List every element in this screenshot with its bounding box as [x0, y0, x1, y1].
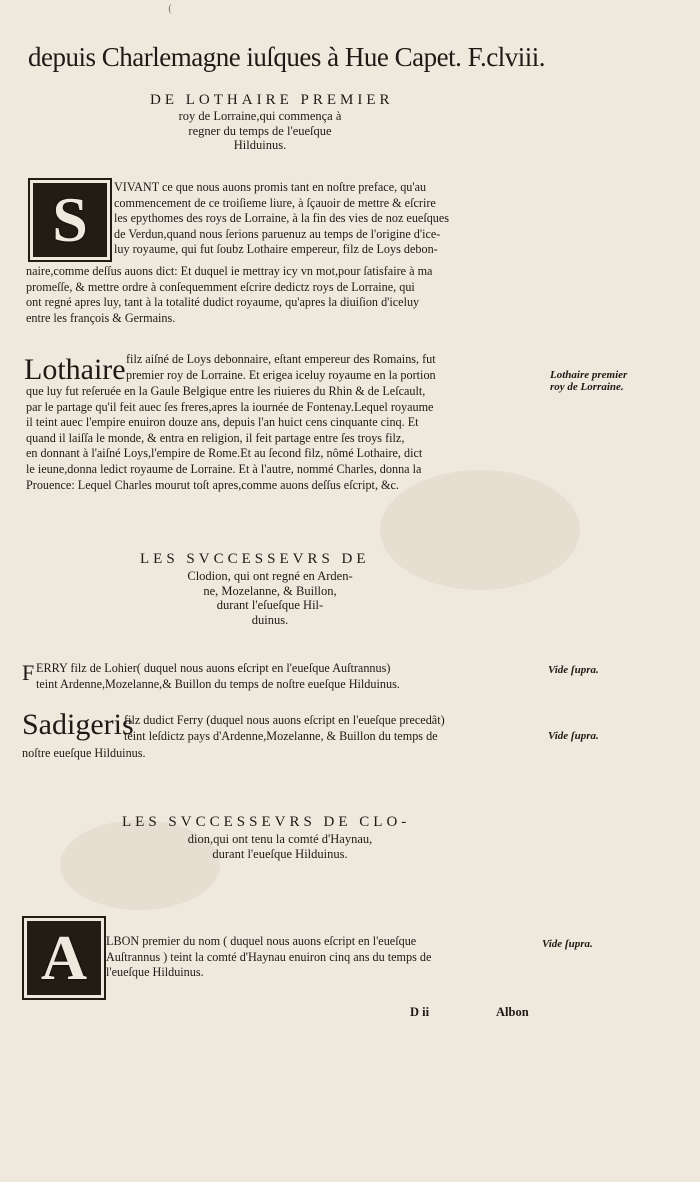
section-subtitle-haynau: [150, 832, 410, 861]
text-line: par le partage qu'il feit auec ſes freres,apres la iournée de Fontenay.Lequel royaume: [26, 399, 434, 414]
margin-note-line: roy de Lorraine.: [550, 381, 624, 393]
dropcap-letter: A: [40, 922, 88, 993]
margin-note-albon: Vide ſupra.: [542, 938, 593, 950]
text-line: teint leſdictz pays d'Ardenne,Mozelanne, & Buillon du temps de: [124, 728, 438, 743]
text-line: Prouence: Lequel Charles mourut toſt apres,comme auons deſſus eſcript, &c.: [26, 477, 399, 492]
dropcap-a: [22, 916, 106, 1000]
bigword-lothaire: Lothaire: [24, 353, 126, 386]
subtitle-line: Clodion, qui ont regné en Arden-: [187, 569, 353, 583]
paragraph-intro: [114, 180, 449, 258]
subtitle-line: duinus.: [251, 612, 289, 627]
text-line: VIVANT ce que nous auons promis tant en noſtre preface, qu'au: [114, 180, 427, 194]
section-title-ardenne: LES SVCCESSEVRS DE: [140, 551, 370, 567]
paragraph-lothaire: [26, 384, 433, 493]
text-line: que luy fut reſeruée en la Gaule Belgique entre les riuieres du Rhin & de Leſcault,: [26, 384, 426, 398]
paragraph-albon: [106, 934, 431, 981]
text-line: promeſſe, & mettre ordre à conſequemment eſcrire dedictz roys de Lorraine, qui: [26, 279, 415, 294]
subtitle-line: durant l'eueſque Hilduinus.: [212, 846, 348, 861]
subtitle-line: regner du temps de l'eueſque: [188, 123, 332, 138]
text-line: commencement de ce troiſieme liure, à ſçauoir de mettre & eſcrire: [114, 195, 436, 210]
text-line: quand il laiſſa le monde, & entra en religion, il feit partage entre ſes troys filz,: [26, 430, 405, 445]
page-mark: (: [168, 4, 172, 15]
paragraph-ferry: [36, 661, 400, 692]
margin-note-lothaire: [550, 369, 627, 393]
subtitle-line: ne, Mozelanne, & Buillon,: [203, 583, 337, 598]
subtitle-line: durant l'eſueſque Hil-: [216, 598, 324, 612]
subtitle-line: Hilduinus.: [233, 138, 287, 152]
paragraph-intro-cont: [26, 264, 432, 326]
text-line: luy royaume, qui fut ſoubz Lothaire empereur, filz de Loys debon-: [114, 242, 438, 257]
paragraph-sadigeris-head: [124, 713, 445, 744]
margin-note-line: Lothaire premier: [550, 369, 628, 381]
text-line: naire,comme deſſus auons dict: Et duquel ie mettray icy vn mot,pour ſatisfaire à ma: [26, 264, 433, 278]
paragraph-lothaire-head: [126, 352, 436, 383]
text-line: en donnant à l'aiſné Loys,l'empire de Rome.Et au ſecond filz, nômé Lothaire, dict: [26, 446, 423, 461]
text-line: filz dudict Ferry (duquel nous auons eſcript en l'eueſque precedât): [124, 713, 445, 727]
running-head: depuis Charlemagne iuſques à Hue Capet. F.clviii.: [28, 42, 545, 72]
text-line: il teint auec l'empire enuiron douze ans, depuis l'an huict cens cinquante cinq. Et: [26, 415, 419, 430]
section-subtitle-ardenne: [160, 569, 380, 627]
signature-mark: D ii: [410, 1005, 430, 1019]
paragraph-sadigeris: [22, 746, 146, 762]
text-line: filz aiſné de Loys debonnaire, eſtant empereur des Romains, fut: [126, 352, 436, 366]
text-line: le ieune,donna ledict royaume de Lorraine. Et à l'autre, nommé Charles, donna la: [26, 461, 422, 476]
text-line: ERRY filz de Lohier( duquel nous auons eſcript en l'eueſque Auſtrannus): [36, 661, 391, 675]
dropcap-s: [28, 178, 112, 262]
text-line: l'eueſque Hilduinus.: [106, 965, 204, 980]
dropcap-letter: S: [52, 184, 88, 255]
text-line: de Verdun,quand nous ſerions paruenuz au temps de l'origine d'ice-: [114, 226, 441, 241]
margin-note-ferry: Vide ſupra.: [548, 664, 599, 676]
subtitle-line: dion,qui ont tenu la comté d'Haynau,: [187, 832, 373, 846]
section-title-haynau: LES SVCCESSEVRS DE CLO-: [122, 814, 411, 830]
text-line: ont regné apres luy, tant à la totalité dudict royaume, qu'apres la diuiſion d'iceluy: [26, 295, 420, 310]
text-line: noſtre eueſque Hilduinus.: [22, 746, 146, 760]
catchword: Albon: [496, 1005, 529, 1019]
section-title-lothaire: DE LOTHAIRE PREMIER: [150, 92, 394, 108]
text-line: teint Ardenne,Mozelanne,& Buillon du temps de noſtre eueſque Hilduinus.: [36, 676, 400, 691]
text-line: LBON premier du nom ( duquel nous auons eſcript en l'eueſque: [106, 934, 417, 948]
section-subtitle-lothaire: [160, 109, 360, 153]
text-line: premier roy de Lorraine. Et erigea iceluy royaume en la portion: [126, 367, 436, 382]
text-line: entre les françois & Germains.: [26, 310, 176, 325]
margin-note-sadigeris: Vide ſupra.: [548, 730, 599, 742]
subtitle-line: roy de Lorraine,qui commença à: [178, 109, 342, 123]
initial-ferry: F: [22, 660, 35, 685]
text-line: Auſtrannus ) teint la comté d'Haynau enuiron cinq ans du temps de: [106, 949, 432, 964]
bigword-sadigeris: Sadigeris: [22, 708, 134, 741]
text-line: les epythomes des roys de Lorraine, à la fin des vies de noz eueſques: [114, 211, 450, 226]
